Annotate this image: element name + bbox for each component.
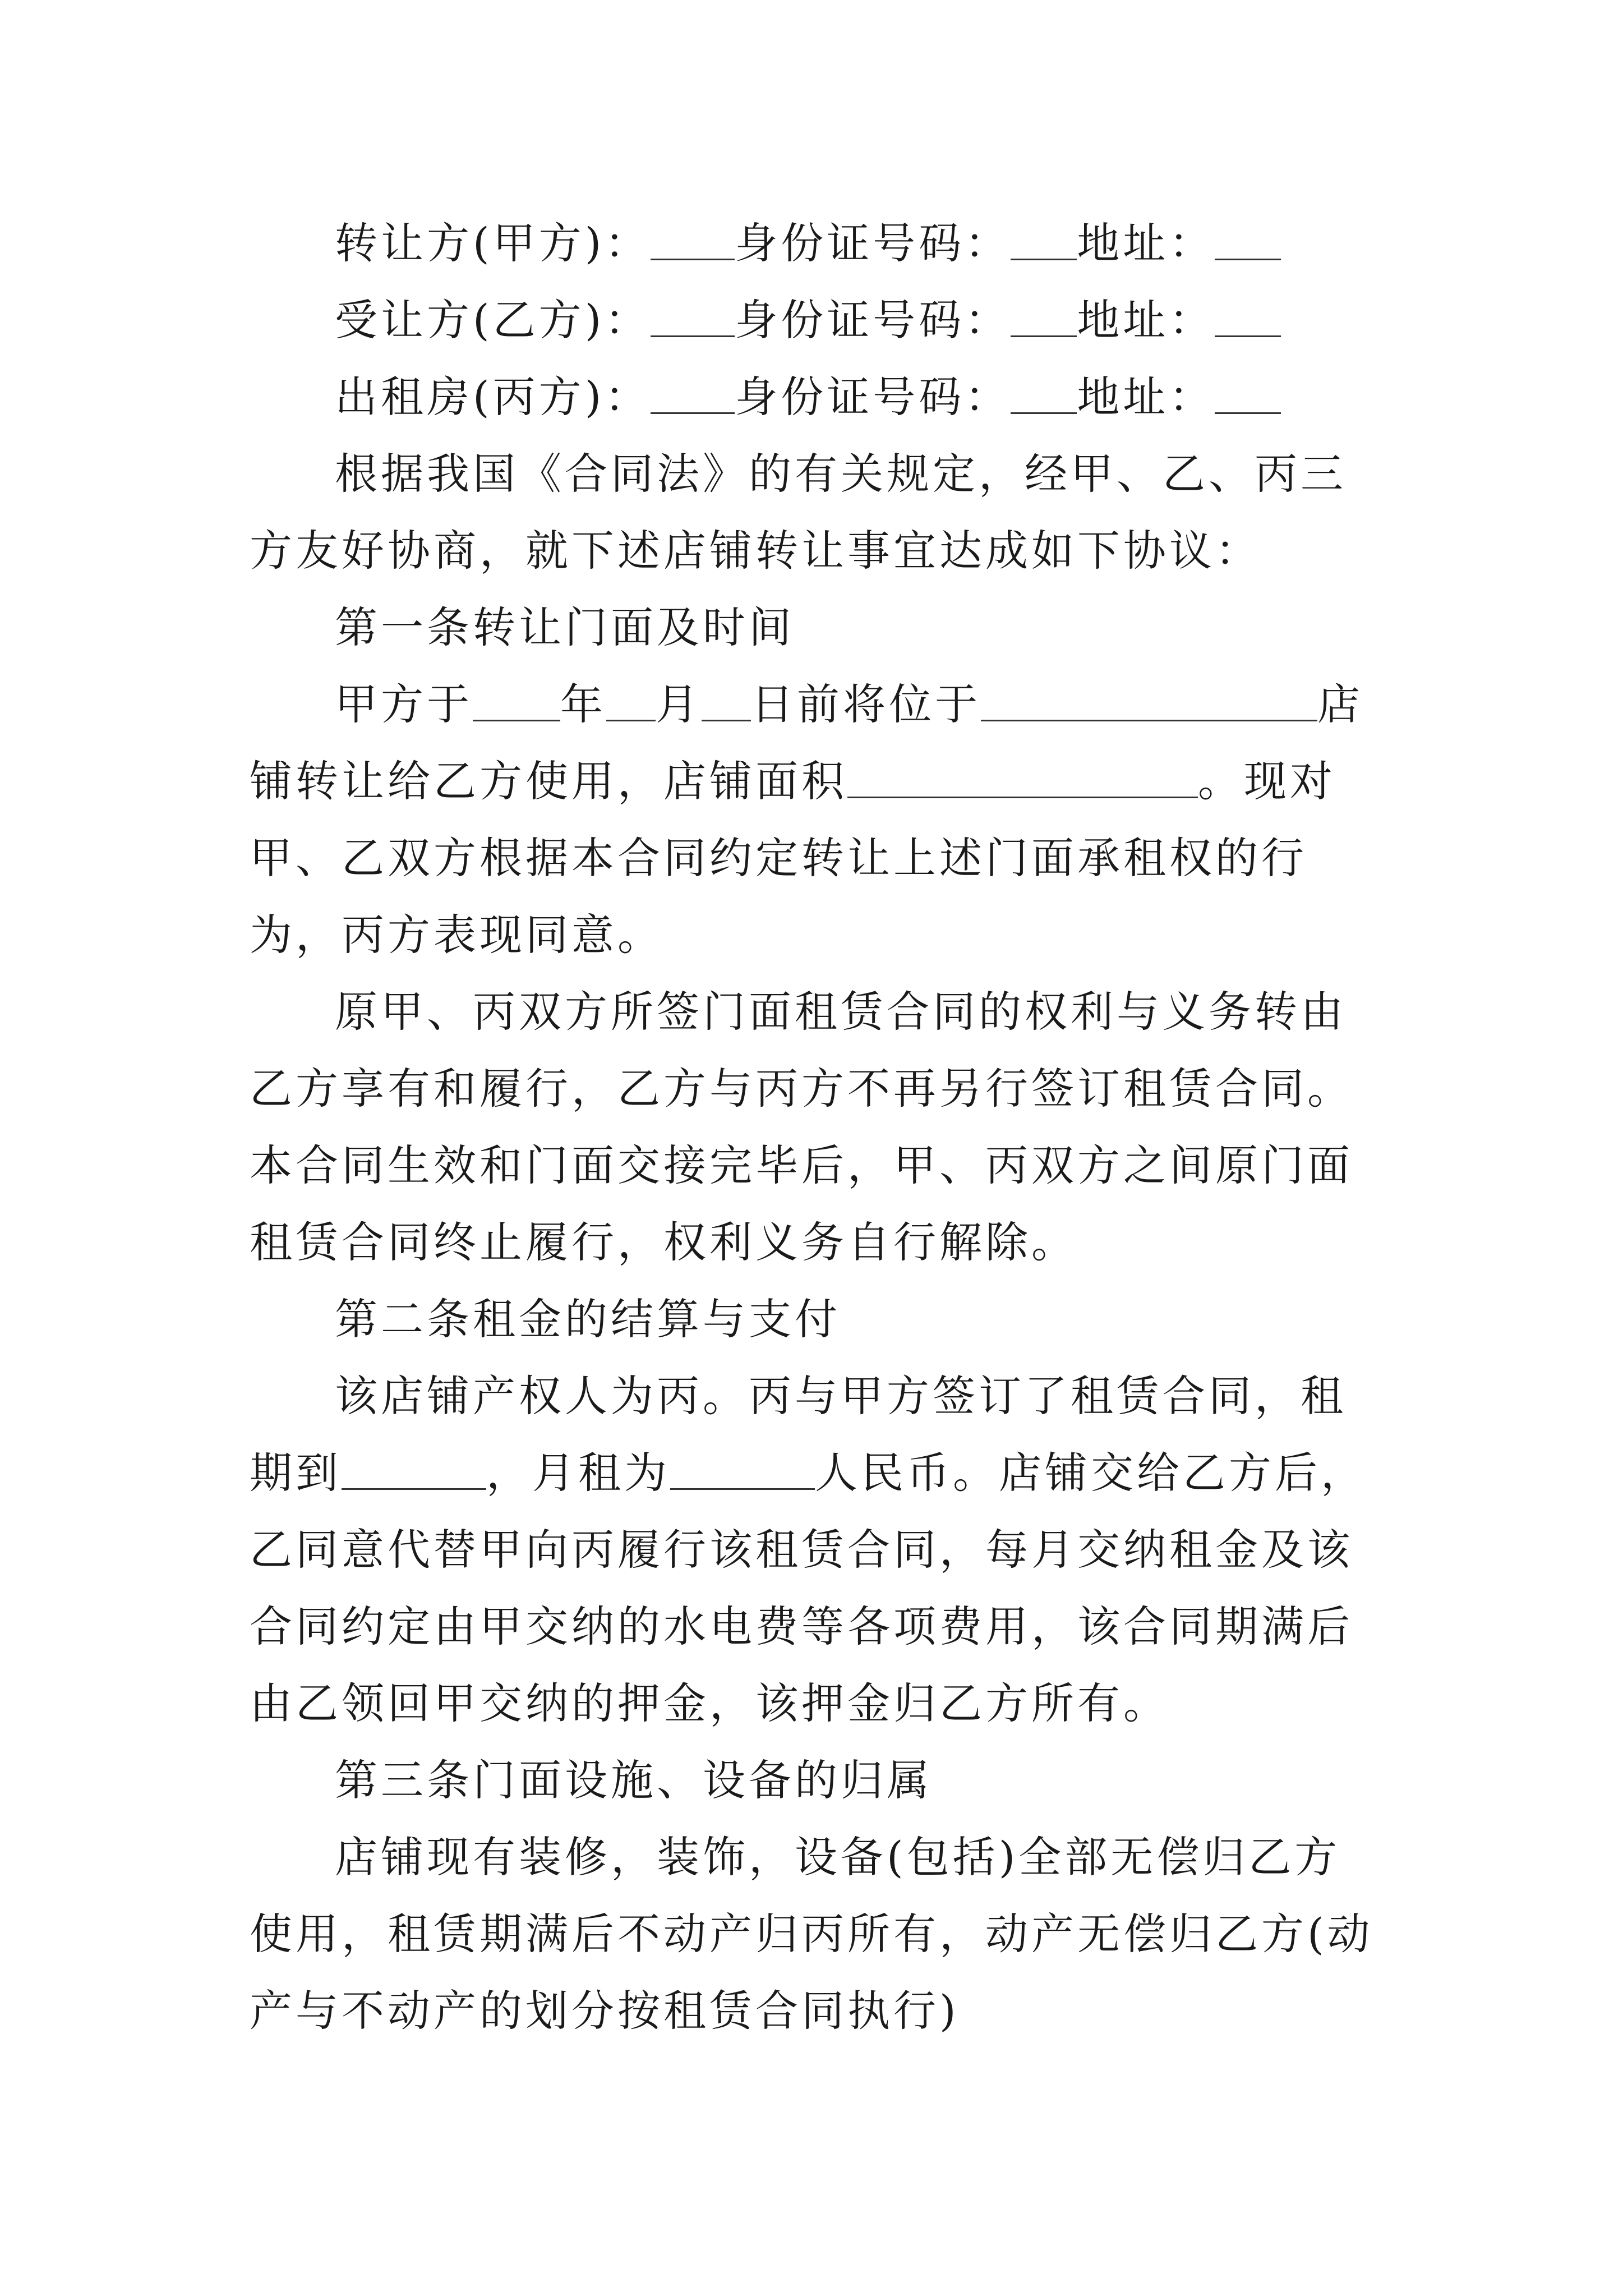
document-body (250, 205, 1382, 2049)
address-label: 地址： (1077, 218, 1215, 268)
id-blank (1011, 302, 1077, 337)
address-label: 地址： (1077, 372, 1215, 422)
year-blank (473, 686, 560, 721)
area-blank (847, 763, 1198, 798)
address-blank (1215, 379, 1281, 414)
text-run: 甲方于 (335, 679, 473, 729)
article-2-title: 第二条租金的结算与支付 (335, 1294, 841, 1344)
term-blank (342, 1455, 486, 1490)
article-1-title: 第一条转让门面及时间 (335, 602, 795, 652)
party-line-lessor (250, 358, 1382, 435)
month-blank (606, 686, 656, 721)
name-blank (651, 379, 735, 414)
id-label: 身份证号码： (735, 372, 1011, 422)
id-blank (1011, 379, 1077, 414)
address-blank (1215, 302, 1281, 337)
party-line-transferor (250, 205, 1382, 282)
text-run: 该店铺产权人为丙。丙与甲方签订了租赁合同，租期到 (250, 1371, 1347, 1498)
text-run: 日前将位于 (751, 679, 981, 729)
article-3-paragraph-1: 店铺现有装修，装饰，设备(包括)全部无偿归乙方使用，租赁期满后不动产归丙所有，动产无偿归乙方(动产与不动产的划分按租赁合同执行) (250, 1832, 1373, 2036)
party-role: 受让方(乙方)： (335, 295, 651, 345)
text-run: 月 (656, 679, 702, 729)
party-role: 出租房(丙方)： (335, 372, 651, 422)
text-run: 店铺转让给乙方使用，店铺面积 (250, 679, 1363, 806)
intro-paragraph: 根据我国《合同法》的有关规定，经甲、乙、丙三方友好协商，就下述店铺转让事宜达成如下协议： (250, 449, 1347, 576)
party-role: 转让方(甲方)： (335, 218, 651, 268)
text-run: ，月租为 (486, 1448, 670, 1498)
id-label: 身份证号码： (735, 295, 1011, 345)
name-blank (651, 302, 735, 337)
text-run: 年 (560, 679, 606, 729)
id-label: 身份证号码： (735, 218, 1011, 268)
address-label: 地址： (1077, 295, 1215, 345)
address-blank (1215, 225, 1281, 260)
party-line-transferee (250, 282, 1382, 358)
day-blank (702, 686, 751, 721)
name-blank (651, 225, 735, 260)
location-blank (981, 686, 1317, 721)
article-3-title: 第三条门面设施、设备的归属 (335, 1755, 933, 1805)
text-run: 人民币。店铺交给乙方后，乙同意代替甲向丙履行该租赁合同，每月交纳租金及该合同约定由甲交纳的水电费等各项费用，该合同期满后由乙领回甲交纳的押金，该押金归乙方所有。 (250, 1448, 1367, 1728)
id-blank (1011, 225, 1077, 260)
article-1-paragraph-2: 原甲、丙双方所签门面租赁合同的权利与义务转由乙方享有和履行，乙方与丙方不再另行签订租赁合同。本合同生效和门面交接完毕后，甲、丙双方之间原门面租赁合同终止履行，权利义务自行解除。 (250, 987, 1353, 1267)
article-1-paragraph-1 (250, 666, 1382, 973)
text-run: 。现对甲、乙双方根据本合同约定转让上述门面承租权的行为，丙方表现同意。 (250, 756, 1336, 960)
rent-blank (670, 1455, 815, 1490)
article-2-paragraph-1 (250, 1358, 1382, 1742)
